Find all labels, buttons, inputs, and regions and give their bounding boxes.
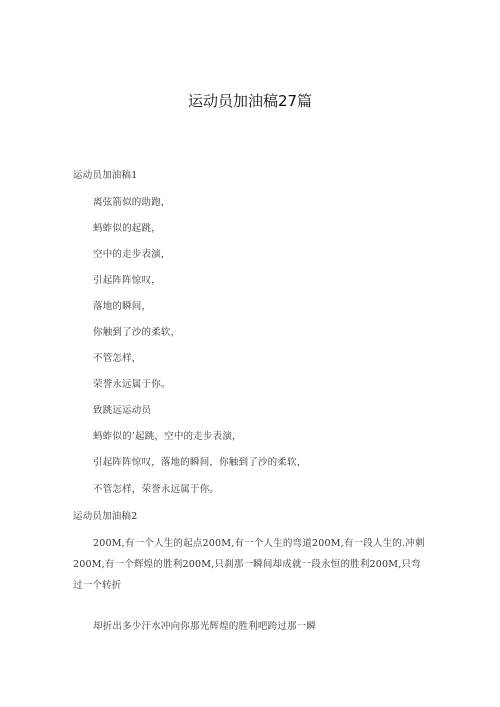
body-line: 却折出多少汗水冲向你那光辉煌的胜利吧跨过那一瞬 — [93, 621, 317, 632]
poem-line: 不管怎样，荣誉永远属于你。 — [93, 484, 220, 495]
section-heading-2: 运动员加油稿2 — [73, 511, 138, 522]
poem-line: 空中的走步表演， — [93, 249, 171, 260]
page-title: 运动员加油稿27篇 — [187, 92, 313, 110]
poem-line: 引起阵阵惊叹，落地的瞬间，你触到了沙的柔软， — [93, 457, 307, 468]
poem-line: 离弦箭似的助跑， — [93, 197, 171, 208]
poem-line: 不管怎样， — [93, 353, 142, 364]
poem-line: 你触到了沙的柔软， — [93, 327, 181, 338]
poem-line: 致跳远运动员 — [93, 405, 152, 416]
poem-line: 引起阵阵惊叹， — [93, 275, 161, 286]
poem-line: 落地的瞬间， — [93, 301, 152, 312]
poem-line: 荣誉永远属于你。 — [93, 379, 171, 390]
poem-line: 蚂蚱似的’起跳，空中的走步表演， — [93, 431, 242, 442]
body-paragraph: 200M,有一个人生的起点200M,有一个人生的弯道200M,有一段人生的.冲刺200M,有一个辉煌的胜利200M,只刹那一瞬间却成就一段永恒的胜利200M,只弯过一个转折 — [73, 538, 425, 591]
poem-line: 蚂蚱似的起跳， — [93, 223, 161, 234]
section-heading-1: 运动员加油稿1 — [73, 170, 138, 181]
